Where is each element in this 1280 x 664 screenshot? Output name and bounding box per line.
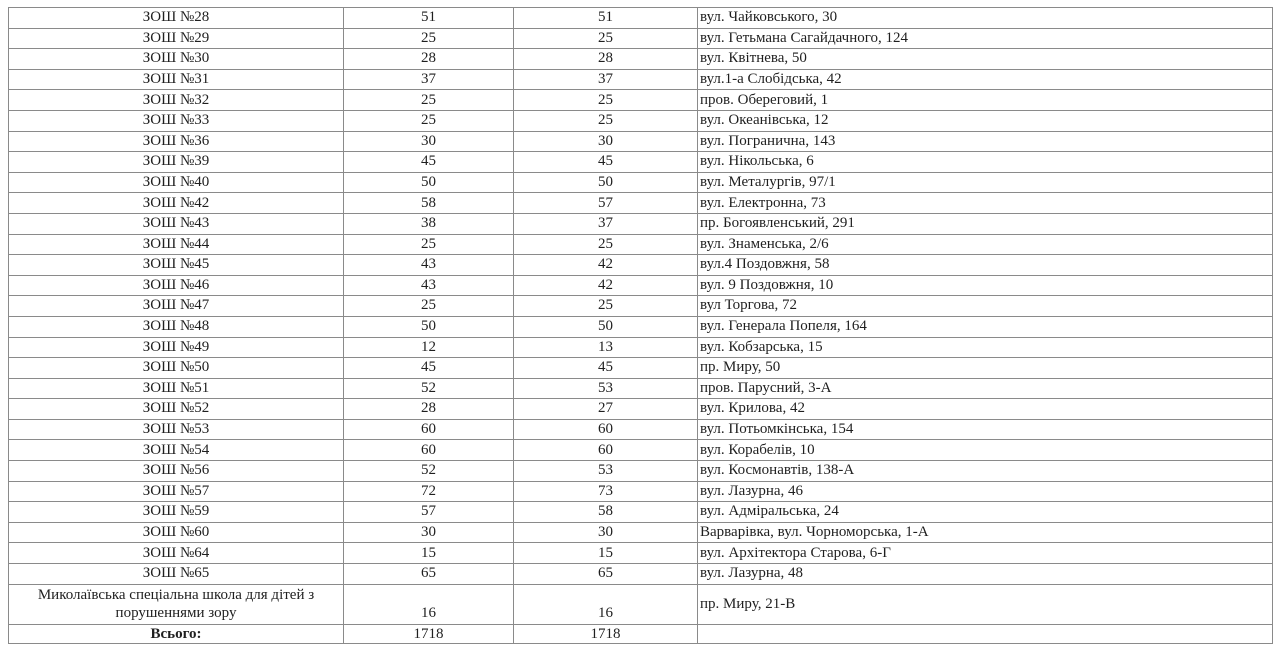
school-name-cell: ЗОШ №45 — [9, 255, 344, 276]
table-row — [9, 543, 1273, 564]
table-row — [9, 152, 1273, 173]
address-cell: вул. Генерала Попеля, 164 — [698, 316, 1273, 337]
value1-cell: 65 — [344, 564, 514, 585]
value2-cell: 25 — [514, 28, 698, 49]
value2-cell: 53 — [514, 378, 698, 399]
value1-cell: 15 — [344, 543, 514, 564]
school-name-cell: ЗОШ №28 — [9, 8, 344, 29]
table-row — [9, 234, 1273, 255]
table-row — [9, 49, 1273, 70]
address-cell: Варварівка, вул. Чорноморська, 1-А — [698, 522, 1273, 543]
value1-cell: 45 — [344, 358, 514, 379]
value1-cell: 25 — [344, 28, 514, 49]
address-cell: вул. Космонавтів, 138-А — [698, 461, 1273, 482]
address-cell: пров. Парусний, 3-А — [698, 378, 1273, 399]
table-row — [9, 502, 1273, 523]
address-cell: вул. Кобзарська, 15 — [698, 337, 1273, 358]
address-cell: вул. Металургів, 97/1 — [698, 172, 1273, 193]
address-cell: вул. Гетьмана Сагайдачного, 124 — [698, 28, 1273, 49]
table-row — [9, 28, 1273, 49]
value1-cell: 60 — [344, 419, 514, 440]
value1-cell: 25 — [344, 90, 514, 111]
value1-cell: 28 — [344, 49, 514, 70]
value1-cell: 28 — [344, 399, 514, 420]
value1-cell: 58 — [344, 193, 514, 214]
school-name-cell: ЗОШ №33 — [9, 110, 344, 131]
value2-cell: 60 — [514, 419, 698, 440]
value1-cell: 43 — [344, 275, 514, 296]
table-row — [9, 378, 1273, 399]
school-name-cell: ЗОШ №50 — [9, 358, 344, 379]
total-value1-cell: 1718 — [344, 625, 514, 644]
school-name-cell: ЗОШ №43 — [9, 213, 344, 234]
value2-cell: 16 — [514, 584, 698, 625]
value1-cell: 30 — [344, 522, 514, 543]
value2-cell: 28 — [514, 49, 698, 70]
value2-cell: 13 — [514, 337, 698, 358]
school-name-cell: ЗОШ №31 — [9, 69, 344, 90]
address-cell: пр. Миру, 50 — [698, 358, 1273, 379]
value1-cell: 50 — [344, 316, 514, 337]
value1-cell: 72 — [344, 481, 514, 502]
value2-cell: 60 — [514, 440, 698, 461]
value1-cell: 43 — [344, 255, 514, 276]
school-name-cell: ЗОШ №36 — [9, 131, 344, 152]
table-row — [9, 481, 1273, 502]
value1-cell: 52 — [344, 461, 514, 482]
school-name-cell: ЗОШ №56 — [9, 461, 344, 482]
value2-cell: 53 — [514, 461, 698, 482]
value1-cell: 16 — [344, 584, 514, 625]
school-name-cell: ЗОШ №44 — [9, 234, 344, 255]
total-value2-cell: 1718 — [514, 625, 698, 644]
address-cell: пр. Миру, 21-В — [698, 584, 1273, 625]
value2-cell: 50 — [514, 172, 698, 193]
value2-cell: 50 — [514, 316, 698, 337]
value2-cell: 57 — [514, 193, 698, 214]
value1-cell: 51 — [344, 8, 514, 29]
school-name-cell: ЗОШ №52 — [9, 399, 344, 420]
value1-cell: 25 — [344, 296, 514, 317]
address-cell: вул. 9 Поздовжня, 10 — [698, 275, 1273, 296]
value2-cell: 45 — [514, 152, 698, 173]
value2-cell: 25 — [514, 110, 698, 131]
address-cell: вул. Лазурна, 48 — [698, 564, 1273, 585]
value2-cell: 27 — [514, 399, 698, 420]
value1-cell: 30 — [344, 131, 514, 152]
school-name-cell: ЗОШ №42 — [9, 193, 344, 214]
value2-cell: 37 — [514, 213, 698, 234]
table-row — [9, 337, 1273, 358]
school-name-cell: ЗОШ №64 — [9, 543, 344, 564]
table-row — [9, 110, 1273, 131]
school-name-cell: ЗОШ №59 — [9, 502, 344, 523]
total-row — [9, 625, 1273, 644]
value2-cell: 15 — [514, 543, 698, 564]
total-label-cell: Всього: — [9, 625, 344, 644]
table-row — [9, 440, 1273, 461]
value1-cell: 37 — [344, 69, 514, 90]
school-name-cell: ЗОШ №65 — [9, 564, 344, 585]
address-cell: вул. Океанівська, 12 — [698, 110, 1273, 131]
table-row — [9, 90, 1273, 111]
address-cell: вул. Чайковського, 30 — [698, 8, 1273, 29]
table-row — [9, 522, 1273, 543]
special-school-row — [9, 584, 1273, 625]
value2-cell: 65 — [514, 564, 698, 585]
address-cell: вул. Електронна, 73 — [698, 193, 1273, 214]
table-row — [9, 316, 1273, 337]
address-cell: вул. Знаменська, 2/6 — [698, 234, 1273, 255]
school-name-cell: ЗОШ №49 — [9, 337, 344, 358]
table-row — [9, 275, 1273, 296]
value1-cell: 45 — [344, 152, 514, 173]
address-cell: пров. Обереговий, 1 — [698, 90, 1273, 111]
table-row — [9, 172, 1273, 193]
table-row — [9, 255, 1273, 276]
value1-cell: 25 — [344, 234, 514, 255]
address-cell: вул. Корабелів, 10 — [698, 440, 1273, 461]
address-cell: вул. Погранична, 143 — [698, 131, 1273, 152]
school-name-cell: ЗОШ №47 — [9, 296, 344, 317]
address-cell: вул Торгова, 72 — [698, 296, 1273, 317]
table-row — [9, 564, 1273, 585]
value1-cell: 52 — [344, 378, 514, 399]
address-cell: вул. Адміральська, 24 — [698, 502, 1273, 523]
table-row — [9, 193, 1273, 214]
value2-cell: 45 — [514, 358, 698, 379]
address-cell: вул. Нікольська, 6 — [698, 152, 1273, 173]
table-row — [9, 8, 1273, 29]
value1-cell: 12 — [344, 337, 514, 358]
address-cell: вул. Лазурна, 46 — [698, 481, 1273, 502]
school-name-cell: Миколаївська спеціальна школа для дітей з порушеннями зору — [9, 584, 344, 625]
table-row — [9, 296, 1273, 317]
school-table-body — [9, 8, 1273, 644]
value2-cell: 25 — [514, 90, 698, 111]
value1-cell: 57 — [344, 502, 514, 523]
value2-cell: 25 — [514, 234, 698, 255]
value2-cell: 30 — [514, 522, 698, 543]
value1-cell: 50 — [344, 172, 514, 193]
school-name-cell: ЗОШ №32 — [9, 90, 344, 111]
value2-cell: 73 — [514, 481, 698, 502]
value1-cell: 25 — [344, 110, 514, 131]
value2-cell: 25 — [514, 296, 698, 317]
table-row — [9, 358, 1273, 379]
school-name-cell: ЗОШ №54 — [9, 440, 344, 461]
value2-cell: 51 — [514, 8, 698, 29]
address-cell: вул.4 Поздовжня, 58 — [698, 255, 1273, 276]
total-address-cell — [698, 625, 1273, 644]
table-row — [9, 131, 1273, 152]
school-name-cell: ЗОШ №53 — [9, 419, 344, 440]
value2-cell: 58 — [514, 502, 698, 523]
table-row — [9, 419, 1273, 440]
school-name-cell: ЗОШ №57 — [9, 481, 344, 502]
value2-cell: 42 — [514, 275, 698, 296]
school-name-cell: ЗОШ №46 — [9, 275, 344, 296]
value1-cell: 38 — [344, 213, 514, 234]
school-name-cell: ЗОШ №40 — [9, 172, 344, 193]
school-table — [8, 7, 1273, 644]
school-name-cell: ЗОШ №30 — [9, 49, 344, 70]
address-cell: вул. Квітнева, 50 — [698, 49, 1273, 70]
address-cell: вул.1-а Слобідська, 42 — [698, 69, 1273, 90]
address-cell: пр. Богоявленський, 291 — [698, 213, 1273, 234]
value2-cell: 30 — [514, 131, 698, 152]
table-row — [9, 399, 1273, 420]
value2-cell: 37 — [514, 69, 698, 90]
value2-cell: 42 — [514, 255, 698, 276]
address-cell: вул. Архітектора Старова, 6-Г — [698, 543, 1273, 564]
school-name-cell: ЗОШ №39 — [9, 152, 344, 173]
address-cell: вул. Крилова, 42 — [698, 399, 1273, 420]
value1-cell: 60 — [344, 440, 514, 461]
school-name-cell: ЗОШ №60 — [9, 522, 344, 543]
school-name-cell: ЗОШ №29 — [9, 28, 344, 49]
table-row — [9, 213, 1273, 234]
school-name-cell: ЗОШ №51 — [9, 378, 344, 399]
school-name-cell: ЗОШ №48 — [9, 316, 344, 337]
table-row — [9, 461, 1273, 482]
table-row — [9, 69, 1273, 90]
address-cell: вул. Потьомкінська, 154 — [698, 419, 1273, 440]
